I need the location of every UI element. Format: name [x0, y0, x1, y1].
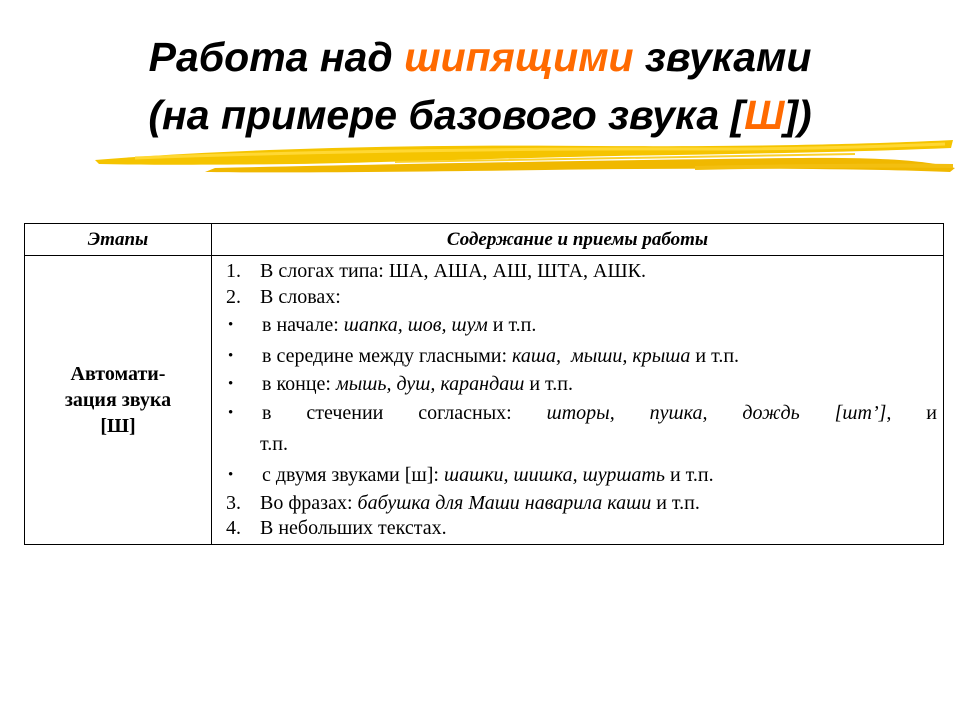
bullet-icon: •	[228, 466, 234, 483]
list-number: 4.	[226, 517, 241, 539]
example-words: каша, мыши, крыша	[512, 345, 691, 367]
list-item	[226, 259, 937, 285]
stage-label: [Ш]	[100, 414, 136, 437]
item-text: с двумя звуками [ш]:	[262, 463, 444, 486]
title-text: Работа над	[148, 34, 405, 80]
list-item	[226, 285, 937, 311]
list-item	[226, 460, 937, 491]
table-row	[25, 256, 944, 545]
item-text: и т.п.	[524, 373, 573, 395]
stages-table	[24, 223, 944, 545]
header-stages: Этапы	[25, 224, 212, 256]
list-item	[226, 310, 937, 341]
list-item	[226, 398, 937, 429]
bullet-icon: •	[228, 376, 234, 392]
item-text: Во фразах:	[260, 491, 358, 514]
item-text: в конце:	[262, 373, 336, 395]
list-item-text	[262, 398, 937, 429]
list-item	[226, 372, 937, 398]
item-text: и т.п.	[487, 314, 537, 336]
list-item-continuation: т.п.	[260, 432, 288, 455]
list-item-text	[262, 310, 937, 341]
item-text: в середине между гласными:	[262, 345, 513, 367]
stage-label: Автомати-	[70, 362, 166, 385]
example-words: шашки, шишка, шуршать	[444, 463, 665, 486]
table-header-row	[25, 224, 944, 256]
list-item-text: В небольших текстах.	[260, 517, 447, 539]
bullet-icon: •	[228, 317, 234, 333]
stage-label: зация звука	[64, 388, 172, 411]
title-highlight: Ш	[744, 92, 785, 138]
bullet-icon: •	[228, 348, 234, 364]
item-text: в начале:	[262, 314, 344, 336]
example-words: шапка, шов, шум	[343, 314, 488, 336]
bullet-icon: •	[228, 404, 234, 421]
stage-cell	[25, 256, 212, 545]
list-item-text	[262, 460, 937, 491]
item-text: и т.п.	[651, 491, 700, 514]
list-item-text: В словах:	[260, 285, 341, 308]
title-line-1	[0, 28, 960, 86]
example-words: шторы, пушка, дождь [шт’],	[546, 401, 892, 424]
item-text: в стечении согласных:	[262, 401, 547, 424]
content-cell	[212, 256, 944, 545]
list-number: 3.	[226, 491, 241, 514]
example-phrase: бабушка для Маши наварила каши	[357, 491, 652, 514]
item-text: и	[891, 401, 938, 424]
brush-underline	[95, 138, 955, 178]
list-item-text	[262, 341, 937, 372]
list-item-text	[262, 372, 937, 398]
title-line-2	[0, 86, 960, 144]
item-text: и т.п.	[690, 345, 740, 367]
list-item-text: В слогах типа: ША, АША, АШ, ШТА, АШК.	[260, 260, 646, 282]
list-item	[226, 341, 937, 372]
header-content: Содержание и приемы работы	[212, 224, 944, 256]
example-words: мышь, душ, карандаш	[335, 373, 525, 395]
list-number: 2.	[226, 285, 241, 308]
list-item	[226, 516, 937, 542]
title-highlight: шипящими	[404, 34, 634, 80]
title-text: (на примере базового звука [	[148, 92, 745, 138]
list-item-text	[260, 491, 937, 517]
slide-title	[0, 28, 960, 144]
list-number: 1.	[226, 260, 241, 282]
list-item	[226, 491, 937, 517]
title-text: ])	[784, 92, 812, 138]
item-text: и т.п.	[664, 463, 714, 486]
title-text: звуками	[633, 34, 812, 80]
